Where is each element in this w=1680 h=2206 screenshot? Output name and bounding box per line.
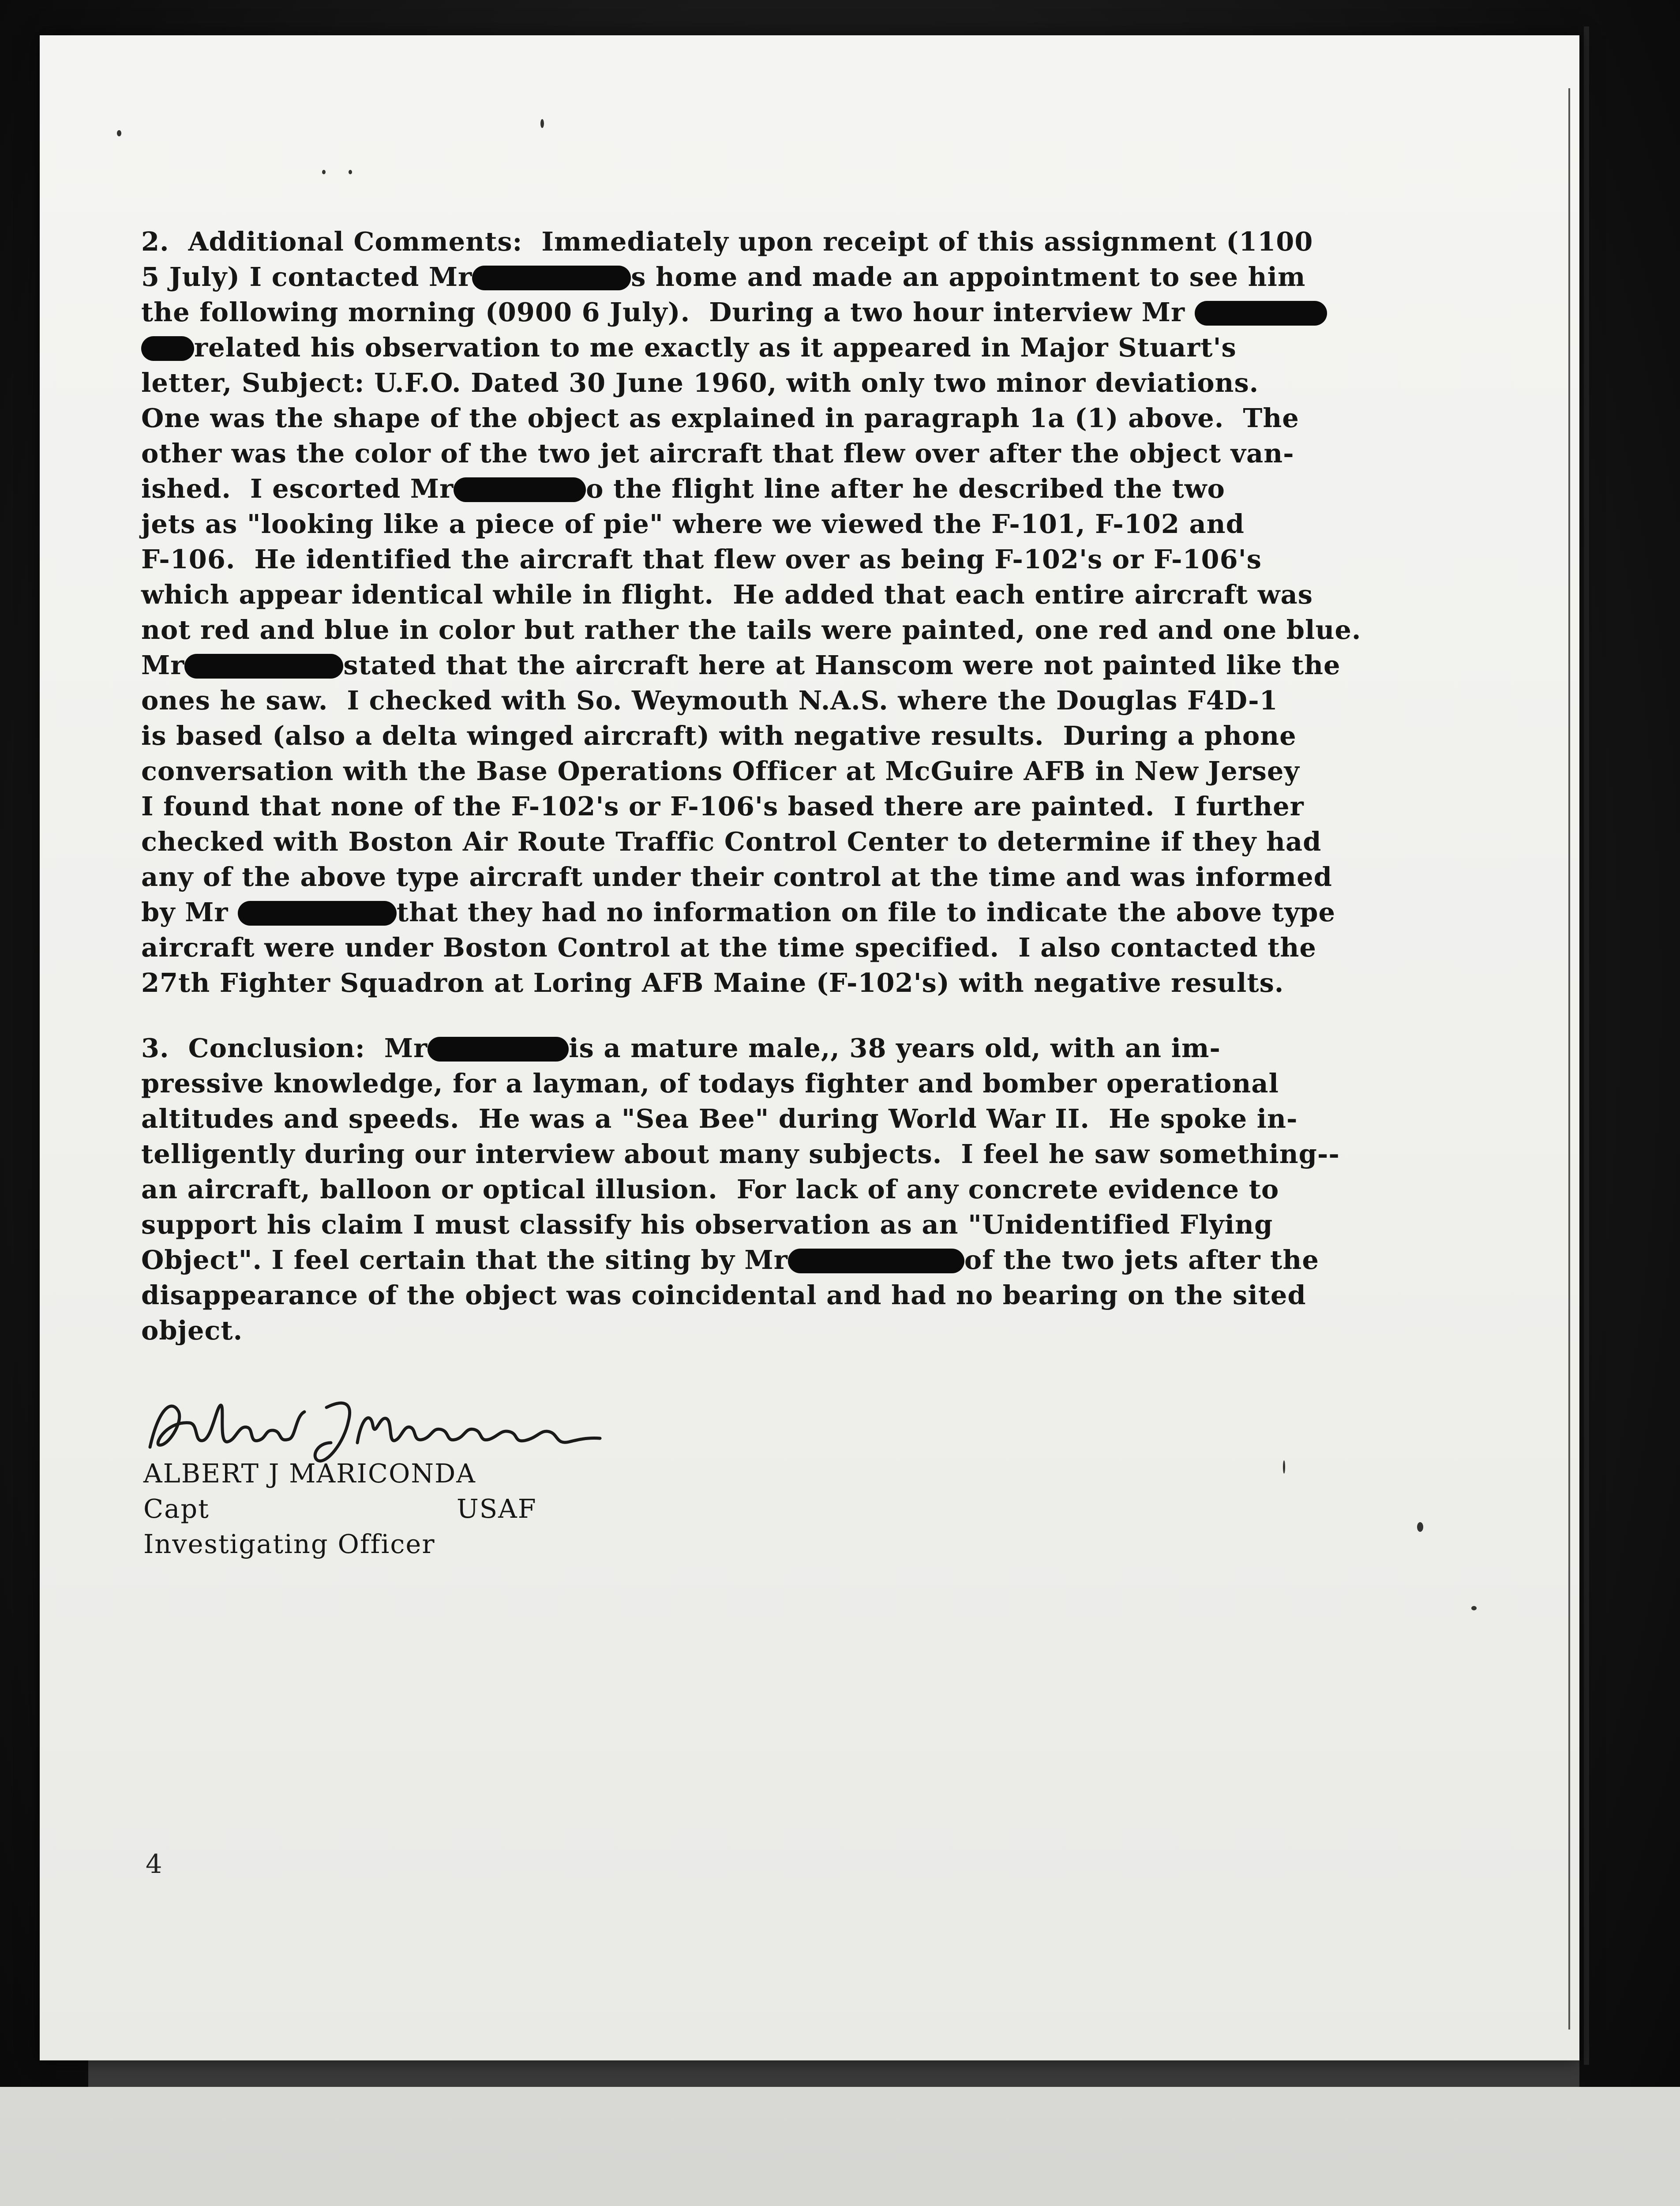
- redaction-mark: [472, 266, 631, 290]
- scan-speck: [1471, 1606, 1477, 1610]
- text-line: ished. I escorted Mr o the flight line after he described the two: [141, 473, 1225, 504]
- text-line: 5 July) I contacted Mr s home and made an appointment to see him: [141, 262, 1306, 292]
- signer-name: ALBERT J MARICONDA: [143, 1458, 476, 1489]
- paragraph-additional-comments: [141, 224, 1447, 1001]
- scan-speck: [117, 130, 121, 136]
- text-line: 27th Fighter Squadron at Loring AFB Maine (F-102's) with negative results.: [141, 968, 1284, 998]
- text-line: conversation with the Base Operations Officer at McGuire AFB in New Jersey: [141, 756, 1300, 786]
- redaction-mark: [141, 336, 194, 361]
- scan-speck: [349, 170, 352, 174]
- text-line: object.: [141, 1315, 243, 1346]
- redaction-mark: [788, 1249, 964, 1273]
- text-line: F-106. He identified the aircraft that flew over as being F-102's or F-106's: [141, 544, 1262, 574]
- text-line: 2. Additional Comments: Immediately upon receipt of this assignment (1100: [141, 226, 1313, 257]
- page-border-line: [1568, 88, 1570, 2030]
- scan-speck: [322, 170, 326, 174]
- text-line: aircraft were under Boston Control at the time specified. I also contacted the: [141, 932, 1316, 963]
- text-line: an aircraft, balloon or optical illusion. For lack of any concrete evidence to: [141, 1174, 1279, 1204]
- text-line: One was the shape of the object as explained in paragraph 1a (1) above. The: [141, 403, 1299, 433]
- redaction-mark: [454, 477, 586, 502]
- text-line: checked with Boston Air Route Traffic Control Center to determine if they had: [141, 826, 1322, 857]
- redaction-mark: [1195, 301, 1327, 326]
- text-line: ones he saw. I checked with So. Weymouth N.A.S. where the Douglas F4D-1: [141, 685, 1278, 716]
- paragraph-conclusion: [141, 1031, 1447, 1348]
- text-line: I found that none of the F-102's or F-106's based there are painted. I further: [141, 791, 1304, 822]
- text-line: which appear identical while in flight. He added that each entire aircraft was: [141, 579, 1313, 610]
- signer-title: Investigating Officer: [143, 1529, 435, 1559]
- paper-shadow: [88, 2060, 1579, 2087]
- text-line: jets as "looking like a piece of pie" where we viewed the F-101, F-102 and: [141, 509, 1245, 539]
- text-line: Mr stated that the aircraft here at Hanscom were not painted like the: [141, 650, 1341, 680]
- signer-rank: Capt: [143, 1493, 210, 1524]
- scan-edge: [1584, 26, 1589, 2065]
- text-line: altitudes and speeds. He was a "Sea Bee" during World War II. He spoke in-: [141, 1103, 1298, 1134]
- page-number: 4: [146, 1849, 162, 1879]
- text-line: any of the above type aircraft under their control at the time and was informed: [141, 862, 1332, 892]
- text-line: 3. Conclusion: Mr is a mature male,, 38 years old, with an im-: [141, 1033, 1221, 1063]
- redaction-mark: [428, 1037, 569, 1062]
- lower-sheet: [0, 2087, 1680, 2206]
- text-line: support his claim I must classify his observation as an "Unidentified Flying: [141, 1209, 1273, 1240]
- text-line: letter, Subject: U.F.O. Dated 30 June 1960, with only two minor deviations.: [141, 368, 1259, 398]
- signature-block: [143, 1456, 537, 1562]
- text-line: Object". I feel certain that the siting by Mr of the two jets after the: [141, 1245, 1319, 1275]
- redaction-mark: [184, 654, 343, 679]
- text-line: disappearance of the object was coincidental and had no bearing on the sited: [141, 1280, 1306, 1310]
- text-line: telligently during our interview about many subjects. I feel he saw something--: [141, 1139, 1340, 1169]
- scan-speck: [1283, 1460, 1285, 1474]
- redaction-mark: [238, 901, 397, 926]
- text-line: related his observation to me exactly as it appeared in Major Stuart's: [141, 330, 1447, 365]
- text-line: not red and blue in color but rather the tails were painted, one red and one blue.: [141, 615, 1361, 645]
- scan-speck: [1417, 1522, 1423, 1532]
- scan-speck: [540, 119, 544, 128]
- text-line: other was the color of the two jet aircraft that flew over after the object van-: [141, 438, 1294, 469]
- text-line: pressive knowledge, for a layman, of todays fighter and bomber operational: [141, 1068, 1279, 1099]
- signer-branch: USAF: [457, 1493, 537, 1524]
- text-line: the following morning (0900 6 July). During a two hour interview Mr: [141, 295, 1447, 330]
- text-line: by Mr that they had no information on file to indicate the above type: [141, 897, 1336, 927]
- text-line: is based (also a delta winged aircraft) with negative results. During a phone: [141, 720, 1297, 751]
